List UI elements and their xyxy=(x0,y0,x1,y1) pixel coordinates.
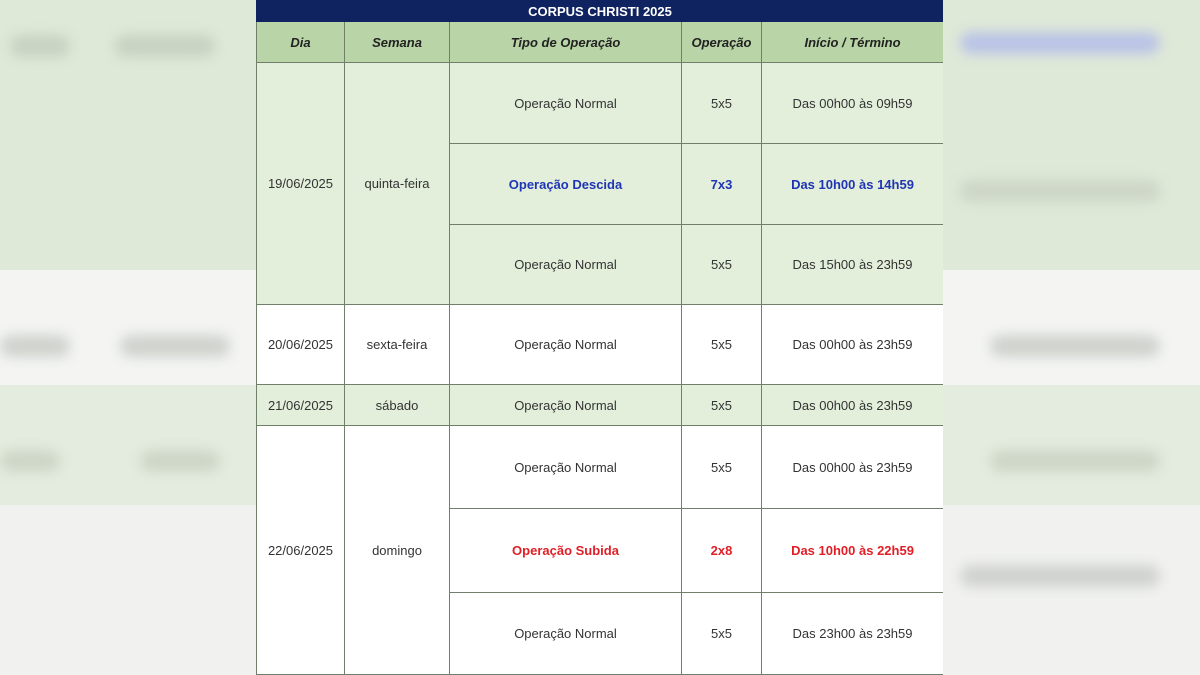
background-smudge xyxy=(0,335,70,357)
operation-type-cell: Operação Normal xyxy=(450,593,682,675)
table-row xyxy=(257,305,944,385)
time-range-cell: Das 00h00 às 09h59 xyxy=(762,63,944,144)
operation-cell: 5x5 xyxy=(682,305,762,385)
column-header-inicio-termino: Início / Término xyxy=(762,22,944,63)
background-smudge xyxy=(10,35,70,57)
table-row xyxy=(257,63,944,144)
table-row xyxy=(257,426,944,509)
column-header-tipo-operacao: Tipo de Operação xyxy=(450,22,682,63)
operation-cell: 5x5 xyxy=(682,593,762,675)
time-range-cell: Das 23h00 às 23h59 xyxy=(762,593,944,675)
background-smudge xyxy=(960,565,1160,587)
table-title: CORPUS CHRISTI 2025 xyxy=(257,1,944,22)
background-smudge xyxy=(140,450,220,472)
time-range-cell: Das 00h00 às 23h59 xyxy=(762,385,944,426)
column-header-semana: Semana xyxy=(345,22,450,63)
operation-cell-subida: 2x8 xyxy=(682,509,762,593)
weekday-cell: sábado xyxy=(345,385,450,426)
time-range-cell: Das 00h00 às 23h59 xyxy=(762,426,944,509)
schedule-table xyxy=(256,0,943,675)
background-smudge xyxy=(115,35,215,57)
operation-type-cell: Operação Normal xyxy=(450,63,682,144)
weekday-cell: quinta-feira xyxy=(345,63,450,305)
operation-cell: 5x5 xyxy=(682,426,762,509)
operation-type-cell: Operação Normal xyxy=(450,426,682,509)
weekday-cell: domingo xyxy=(345,426,450,675)
day-cell: 20/06/2025 xyxy=(257,305,345,385)
operation-cell: 5x5 xyxy=(682,225,762,305)
background-smudge xyxy=(120,335,230,357)
operation-cell-descida: 7x3 xyxy=(682,144,762,225)
background-smudge xyxy=(960,32,1160,54)
background-smudge xyxy=(0,450,60,472)
operation-type-cell: Operação Normal xyxy=(450,385,682,426)
background-smudge xyxy=(990,335,1160,357)
day-cell: 19/06/2025 xyxy=(257,63,345,305)
time-range-cell-subida: Das 10h00 às 22h59 xyxy=(762,509,944,593)
operation-type-cell: Operação Normal xyxy=(450,225,682,305)
weekday-cell: sexta-feira xyxy=(345,305,450,385)
day-cell: 21/06/2025 xyxy=(257,385,345,426)
schedule-table-container xyxy=(256,0,943,675)
table-row xyxy=(257,385,944,426)
time-range-cell-descida: Das 10h00 às 14h59 xyxy=(762,144,944,225)
time-range-cell: Das 15h00 às 23h59 xyxy=(762,225,944,305)
background-smudge xyxy=(990,450,1160,472)
column-header-operacao: Operação xyxy=(682,22,762,63)
operation-type-cell-subida: Operação Subida xyxy=(450,509,682,593)
operation-cell: 5x5 xyxy=(682,63,762,144)
operation-cell: 5x5 xyxy=(682,385,762,426)
day-cell: 22/06/2025 xyxy=(257,426,345,675)
background-smudge xyxy=(960,180,1160,202)
column-header-dia: Dia xyxy=(257,22,345,63)
operation-type-cell-descida: Operação Descida xyxy=(450,144,682,225)
time-range-cell: Das 00h00 às 23h59 xyxy=(762,305,944,385)
operation-type-cell: Operação Normal xyxy=(450,305,682,385)
